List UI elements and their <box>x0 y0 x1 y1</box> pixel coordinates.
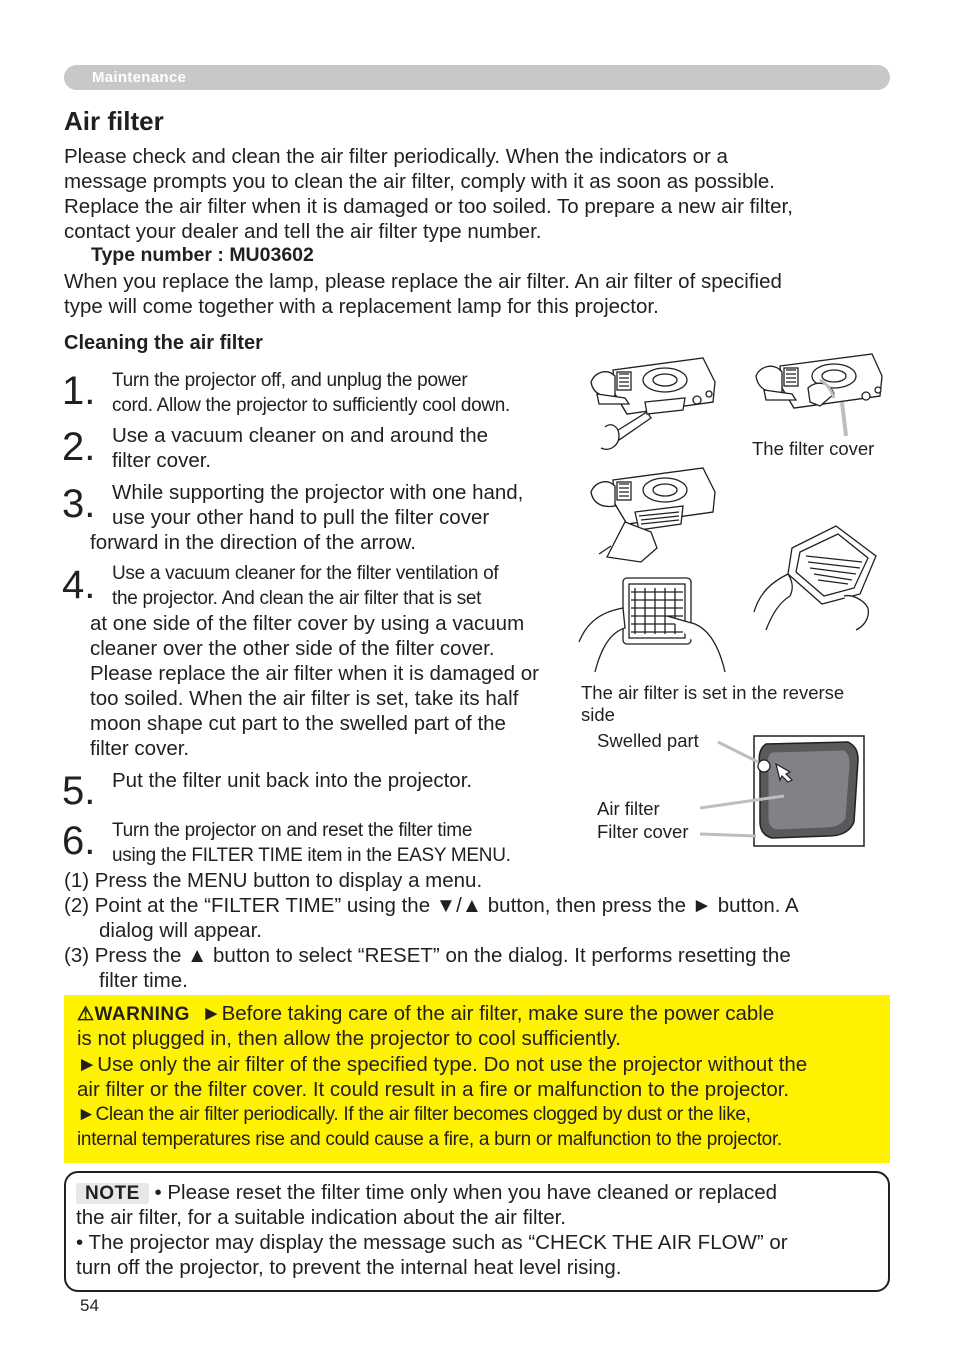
step-line: filter cover. <box>112 449 212 472</box>
substep-line: (1) Press the MENU button to display a menu. <box>64 869 483 892</box>
warning-line: is not plugged in, then allow the projector to cool sufficiently. <box>77 1027 621 1050</box>
caption-filter-cover-detail: Filter cover <box>597 821 689 842</box>
intro-line: message prompts you to clean the air filter, comply with it as soon as possible. <box>64 170 776 193</box>
substep-list <box>64 868 890 993</box>
step-text <box>112 818 572 868</box>
step-number: 5. <box>62 769 96 813</box>
lamp-paragraph <box>64 269 890 319</box>
filter-detail-illustration <box>700 732 868 850</box>
step-line: cord. Allow the projector to sufficiently cool down. <box>112 395 511 416</box>
caption-line: The air filter is set in the reverse <box>581 682 845 703</box>
caption-reverse-side <box>581 682 844 726</box>
step-line: at one side of the filter cover by using a vacuum <box>90 612 525 635</box>
section-label: Maintenance <box>92 69 187 86</box>
substep-line: dialog will appear. <box>99 919 262 942</box>
warning-line: air filter or the filter cover. It could result in a fire or malfunction to the projector. <box>77 1078 790 1101</box>
intro-line: Replace the air filter when it is damaged or too soiled. To prepare a new air filter, <box>64 195 793 218</box>
step-number: 2. <box>62 425 96 469</box>
substep-line: (2) Point at the “FILTER TIME” using the ▼/▲ button, then press the ► button. A <box>64 894 799 917</box>
step-text <box>112 768 572 793</box>
note-text: • Please reset the filter time only when you have cleaned or replaced <box>154 1181 778 1204</box>
step-text <box>112 423 572 473</box>
step-continuation <box>90 611 570 761</box>
note-line <box>76 1180 876 1206</box>
caption-air-filter: Air filter <box>597 798 660 819</box>
warning-line: ►Use only the air filter of the specified type. Do not use the projector without the <box>77 1053 808 1076</box>
step-line: Turn the projector on and reset the filter time <box>112 820 473 841</box>
pull-filter-illustration <box>585 462 720 572</box>
filter-cover-illustration <box>750 350 885 440</box>
caption-swelled-part: Swelled part <box>597 730 699 751</box>
step-number: 4. <box>62 563 96 607</box>
warning-box <box>64 995 890 1163</box>
step-line: the projector. And clean the air filter that is set <box>112 588 482 609</box>
intro-paragraph <box>64 144 890 244</box>
warning-line: internal temperatures rise and could cause a fire, a burn or malfunction to the projector. <box>77 1129 782 1150</box>
step-line: Turn the projector off, and unplug the power <box>112 370 468 391</box>
note-line: the air filter, for a suitable indication about the air filter. <box>76 1206 566 1229</box>
lamp-line: type will come together with a replacement lamp for this projector. <box>64 295 659 318</box>
step-text <box>112 480 572 530</box>
intro-line: Please check and clean the air filter periodically. When the indicators or a <box>64 145 728 168</box>
step-line: cleaner over the other side of the filter cover. <box>90 637 495 660</box>
step-line: Use a vacuum cleaner for the filter ventilation of <box>112 563 499 584</box>
cleaning-heading: Cleaning the air filter <box>64 332 263 354</box>
step-line: use your other hand to pull the filter cover <box>112 506 490 529</box>
step-number: 3. <box>62 482 96 526</box>
warning-label <box>77 1004 190 1025</box>
page-title: Air filter <box>64 106 164 136</box>
lamp-line: When you replace the lamp, please replace the air filter. An air filter of specified <box>64 270 782 293</box>
projector-vacuum-illustration <box>585 352 720 457</box>
warning-line <box>77 1001 882 1027</box>
filter-cover-vacuum-illustration <box>752 522 882 632</box>
step-line: Please replace the air filter when it is damaged or <box>90 662 539 685</box>
note-line: • The projector may display the message such as “CHECK THE AIR FLOW” or <box>76 1231 788 1254</box>
step-continuation <box>90 530 570 555</box>
step-text <box>112 368 572 418</box>
warning-text: ►Before taking care of the air filter, make sure the power cable <box>201 1002 775 1025</box>
step-line: too soiled. When the air filter is set, take its half <box>90 687 519 710</box>
step-line: filter cover. <box>90 737 190 760</box>
note-label: NOTE <box>76 1183 149 1204</box>
substep-line: (3) Press the ▲ button to select “RESET” on the dialog. It performs resetting the <box>64 944 791 967</box>
caption-line: side <box>581 704 615 725</box>
page-number: 54 <box>80 1296 99 1315</box>
step-line: moon shape cut part to the swelled part of the <box>90 712 506 735</box>
note-box <box>64 1171 890 1292</box>
note-line: turn off the projector, to prevent the internal heat level rising. <box>76 1256 622 1279</box>
intro-line: contact your dealer and tell the air filter type number. <box>64 220 542 243</box>
warning-line: ►Clean the air filter periodically. If the air filter becomes clogged by dust or the like, <box>77 1104 751 1125</box>
section-header-bar <box>64 65 890 90</box>
step-line: Put the filter unit back into the projector. <box>112 769 473 792</box>
step-text <box>112 561 572 611</box>
step-line: While supporting the projector with one hand, <box>112 481 524 504</box>
step-number: 1. <box>62 369 96 413</box>
air-filter-cleaning-illustration <box>575 572 730 677</box>
step-number: 6. <box>62 819 96 863</box>
type-number: Type number : MU03602 <box>91 244 314 266</box>
step-line: using the FILTER TIME item in the EASY MENU. <box>112 845 511 866</box>
warning-triangle-icon: ⚠ <box>77 1004 95 1025</box>
step-line: Use a vacuum cleaner on and around the <box>112 424 489 447</box>
substep-line: filter time. <box>99 969 188 992</box>
step-line: forward in the direction of the arrow. <box>90 531 416 554</box>
caption-filter-cover: The filter cover <box>752 438 875 459</box>
warning-label-text: WARNING <box>94 1004 190 1025</box>
